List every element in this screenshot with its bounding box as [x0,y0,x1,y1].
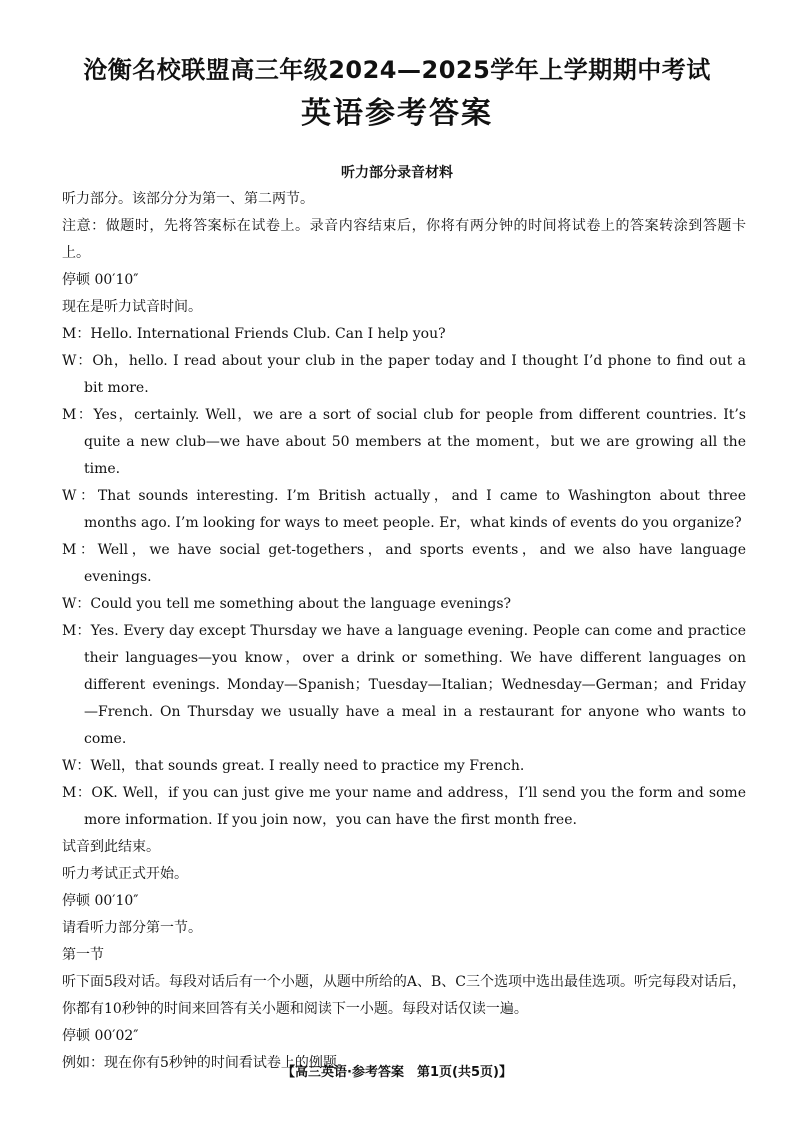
dialogue-line: W：Well，that sounds great. I really need to practice my French. [62,758,525,774]
dialogue-line: W：Oh，hello. I read about your club in the paper today and I thought I’d phone to find out a bit more. [62,353,746,396]
paragraph: 听力考试正式开始。 [62,866,188,882]
dialogue-line: W：That sounds interesting. I’m British actually，and I came to Washington about three months ago. I’m looking for ways to meet people. Er，what kinds of events do you organize? [62,488,746,531]
pause-note: 停顿 00′02″ [62,1028,139,1044]
pause-note: 停顿 00′10″ [62,272,139,288]
pause-note: 停顿 00′10″ [62,893,139,909]
paragraph: 现在是听力试音时间。 [62,299,202,315]
exam-title: 沧衡名校联盟高三年级2024—2025学年上学期期中考试 [83,56,711,84]
dialogue-line: M：Well，we have social get-togethers，and sports events，and we also have language evenings. [62,542,746,585]
answer-key-title: 英语参考答案 [301,96,493,131]
transcript-body [62,186,746,1077]
dialogue-line: M：Hello. International Friends Club. Can I help you? [62,326,446,342]
paragraph: 注意：做题时，先将答案标在试卷上。录音内容结束后，你将有两分钟的时间将试卷上的答案转涂到答题卡上。 [62,218,746,261]
paragraph: 试音到此结束。 [62,839,160,855]
page-footer: 【高三英语·参考答案 第1页(共5页)】 [282,1065,512,1080]
paragraph: 请看听力部分第一节。 [62,920,202,936]
dialogue-line: M：Yes. Every day except Thursday we have a language evening. People can come and practice their languages—you know，over a drink or something. We have different languages on different evenings. Monday—Spanish；Tuesday—Italian；Wednesday—German；and Friday—French. On Thursday we usually have a meal in a restaurant for anyone who wants to come. [62,623,746,747]
paragraph: 听下面5段对话。每段对话后有一个小题，从题中所给的A、B、C三个选项中选出最佳选项。听完每段对话后，你都有10秒钟的时间来回答有关小题和阅读下一小题。每段对话仅读一遍。 [62,974,747,1017]
dialogue-line: M：Yes，certainly. Well，we are a sort of social club for people from different countries. It’s quite a new club—we have about 50 members at the moment，but we are growing all the time. [62,407,746,477]
section-title: 听力部分录音材料 [341,165,453,181]
dialogue-line: W：Could you tell me something about the language evenings? [62,596,512,612]
subsection-heading: 第一节 [62,947,104,963]
dialogue-line: M：OK. Well，if you can just give me your name and address，I’ll send you the form and some more information. If you join now，you can have the first month free. [62,785,746,828]
paragraph: 例如：现在你有5秒钟的时间看试卷上的例题。 [62,1055,351,1071]
paragraph: 听力部分。该部分分为第一、第二两节。 [62,191,314,207]
